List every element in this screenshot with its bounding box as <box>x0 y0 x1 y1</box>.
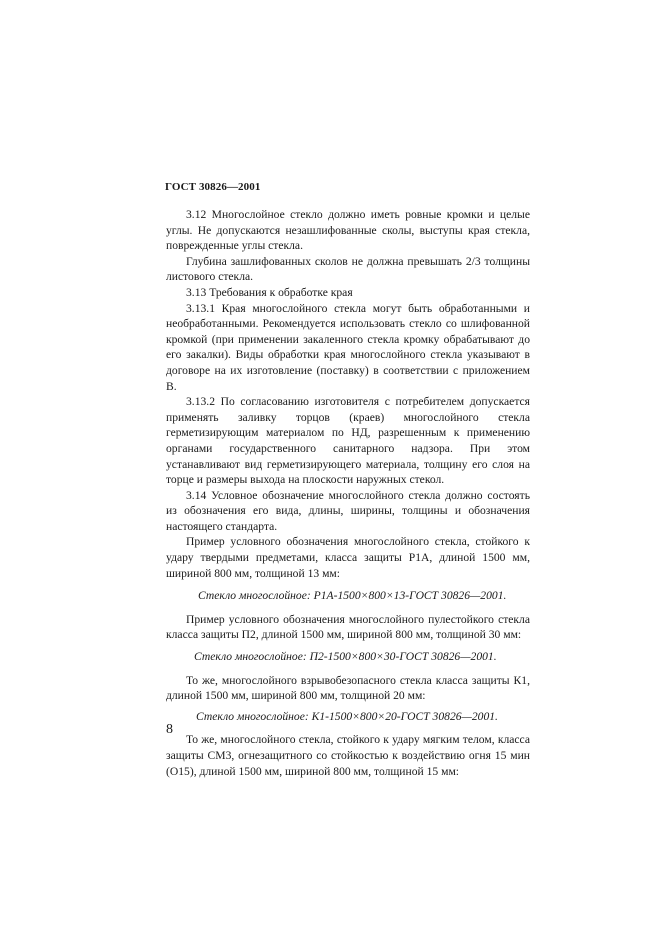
paragraph-3-13-1: 3.13.1 Края многослойного стекла могут быть обработанными и необработанными. Рекомендуется использовать стекло со шлифованной кромкой (при применении закаленного стекла кромку обрабатывают до его закалки). Виды обработки края многослойного стекла указывают в договоре на их изготовление (поставку) в соответствии с приложением В. <box>166 301 530 393</box>
page-number: 8 <box>166 722 173 737</box>
example-designation-3: Стекло многослойное: К1-1500×800×20-ГОСТ 30826—2001. <box>196 709 498 723</box>
example-designation-1: Стекло многослойное: Р1А-1500×800×13-ГОСТ 30826—2001. <box>198 589 507 603</box>
paragraph-3-14: 3.14 Условное обозначение многослойного стекла должно состоять из обозначения его вида, длины, ширины, толщины и обозначения настоящего стандарта. <box>166 488 530 533</box>
paragraph-example-intro-3: То же, многослойного взрывобезопасного стекла класса защиты К1, длиной 1500 мм, шириной 800 мм, толщиной 20 мм: <box>166 673 530 703</box>
paragraph-example-intro-2: Пример условного обозначения многослойного пулестойкого стекла класса защиты П2, длиной 1500 мм, шириной 800 мм, толщиной 30 мм: <box>166 612 530 642</box>
document-body <box>166 207 530 779</box>
paragraph-3-13-2: 3.13.2 По согласованию изготовителя с потребителем допускается применять заливку торцов (краев) многослойного стекла герметизирующим материалом по НД, разрешенным к применению органами государственного санитарного надзора. При этом устанавливают вид герметизирующего материала, толщину его слоя на торце и размеры выхода на плоскости наружных стекол. <box>166 395 530 487</box>
paragraph-3-13: 3.13 Требования к обработке края <box>186 285 353 299</box>
paragraph-3-12: 3.12 Многослойное стекло должно иметь ровные кромки и целые углы. Не допускаются незашлифованные сколы, выступы края стекла, поврежденные углы стекла. <box>166 208 530 253</box>
document-header: ГОСТ 30826—2001 <box>165 181 261 193</box>
paragraph-chip-depth: Глубина зашлифованных сколов не должна превышать 2/3 толщины листового стекла. <box>166 254 530 284</box>
paragraph-example-intro-1: Пример условного обозначения многослойного стекла, стойкого к удару твердыми предметами, класса защиты Р1А, длиной 1500 мм, шириной 800 мм, толщиной 13 мм: <box>166 535 530 580</box>
example-designation-2: Стекло многослойное: П2-1500×800×30-ГОСТ 30826—2001. <box>194 650 497 664</box>
paragraph-example-intro-4: То же, многослойного стекла, стойкого к удару мягким телом, класса защиты СМ3, огнезащитного со стойкостью к воздействию огня 15 мин (О15), длиной 1500 мм, шириной 800 мм, толщиной 15 мм: <box>166 733 530 778</box>
